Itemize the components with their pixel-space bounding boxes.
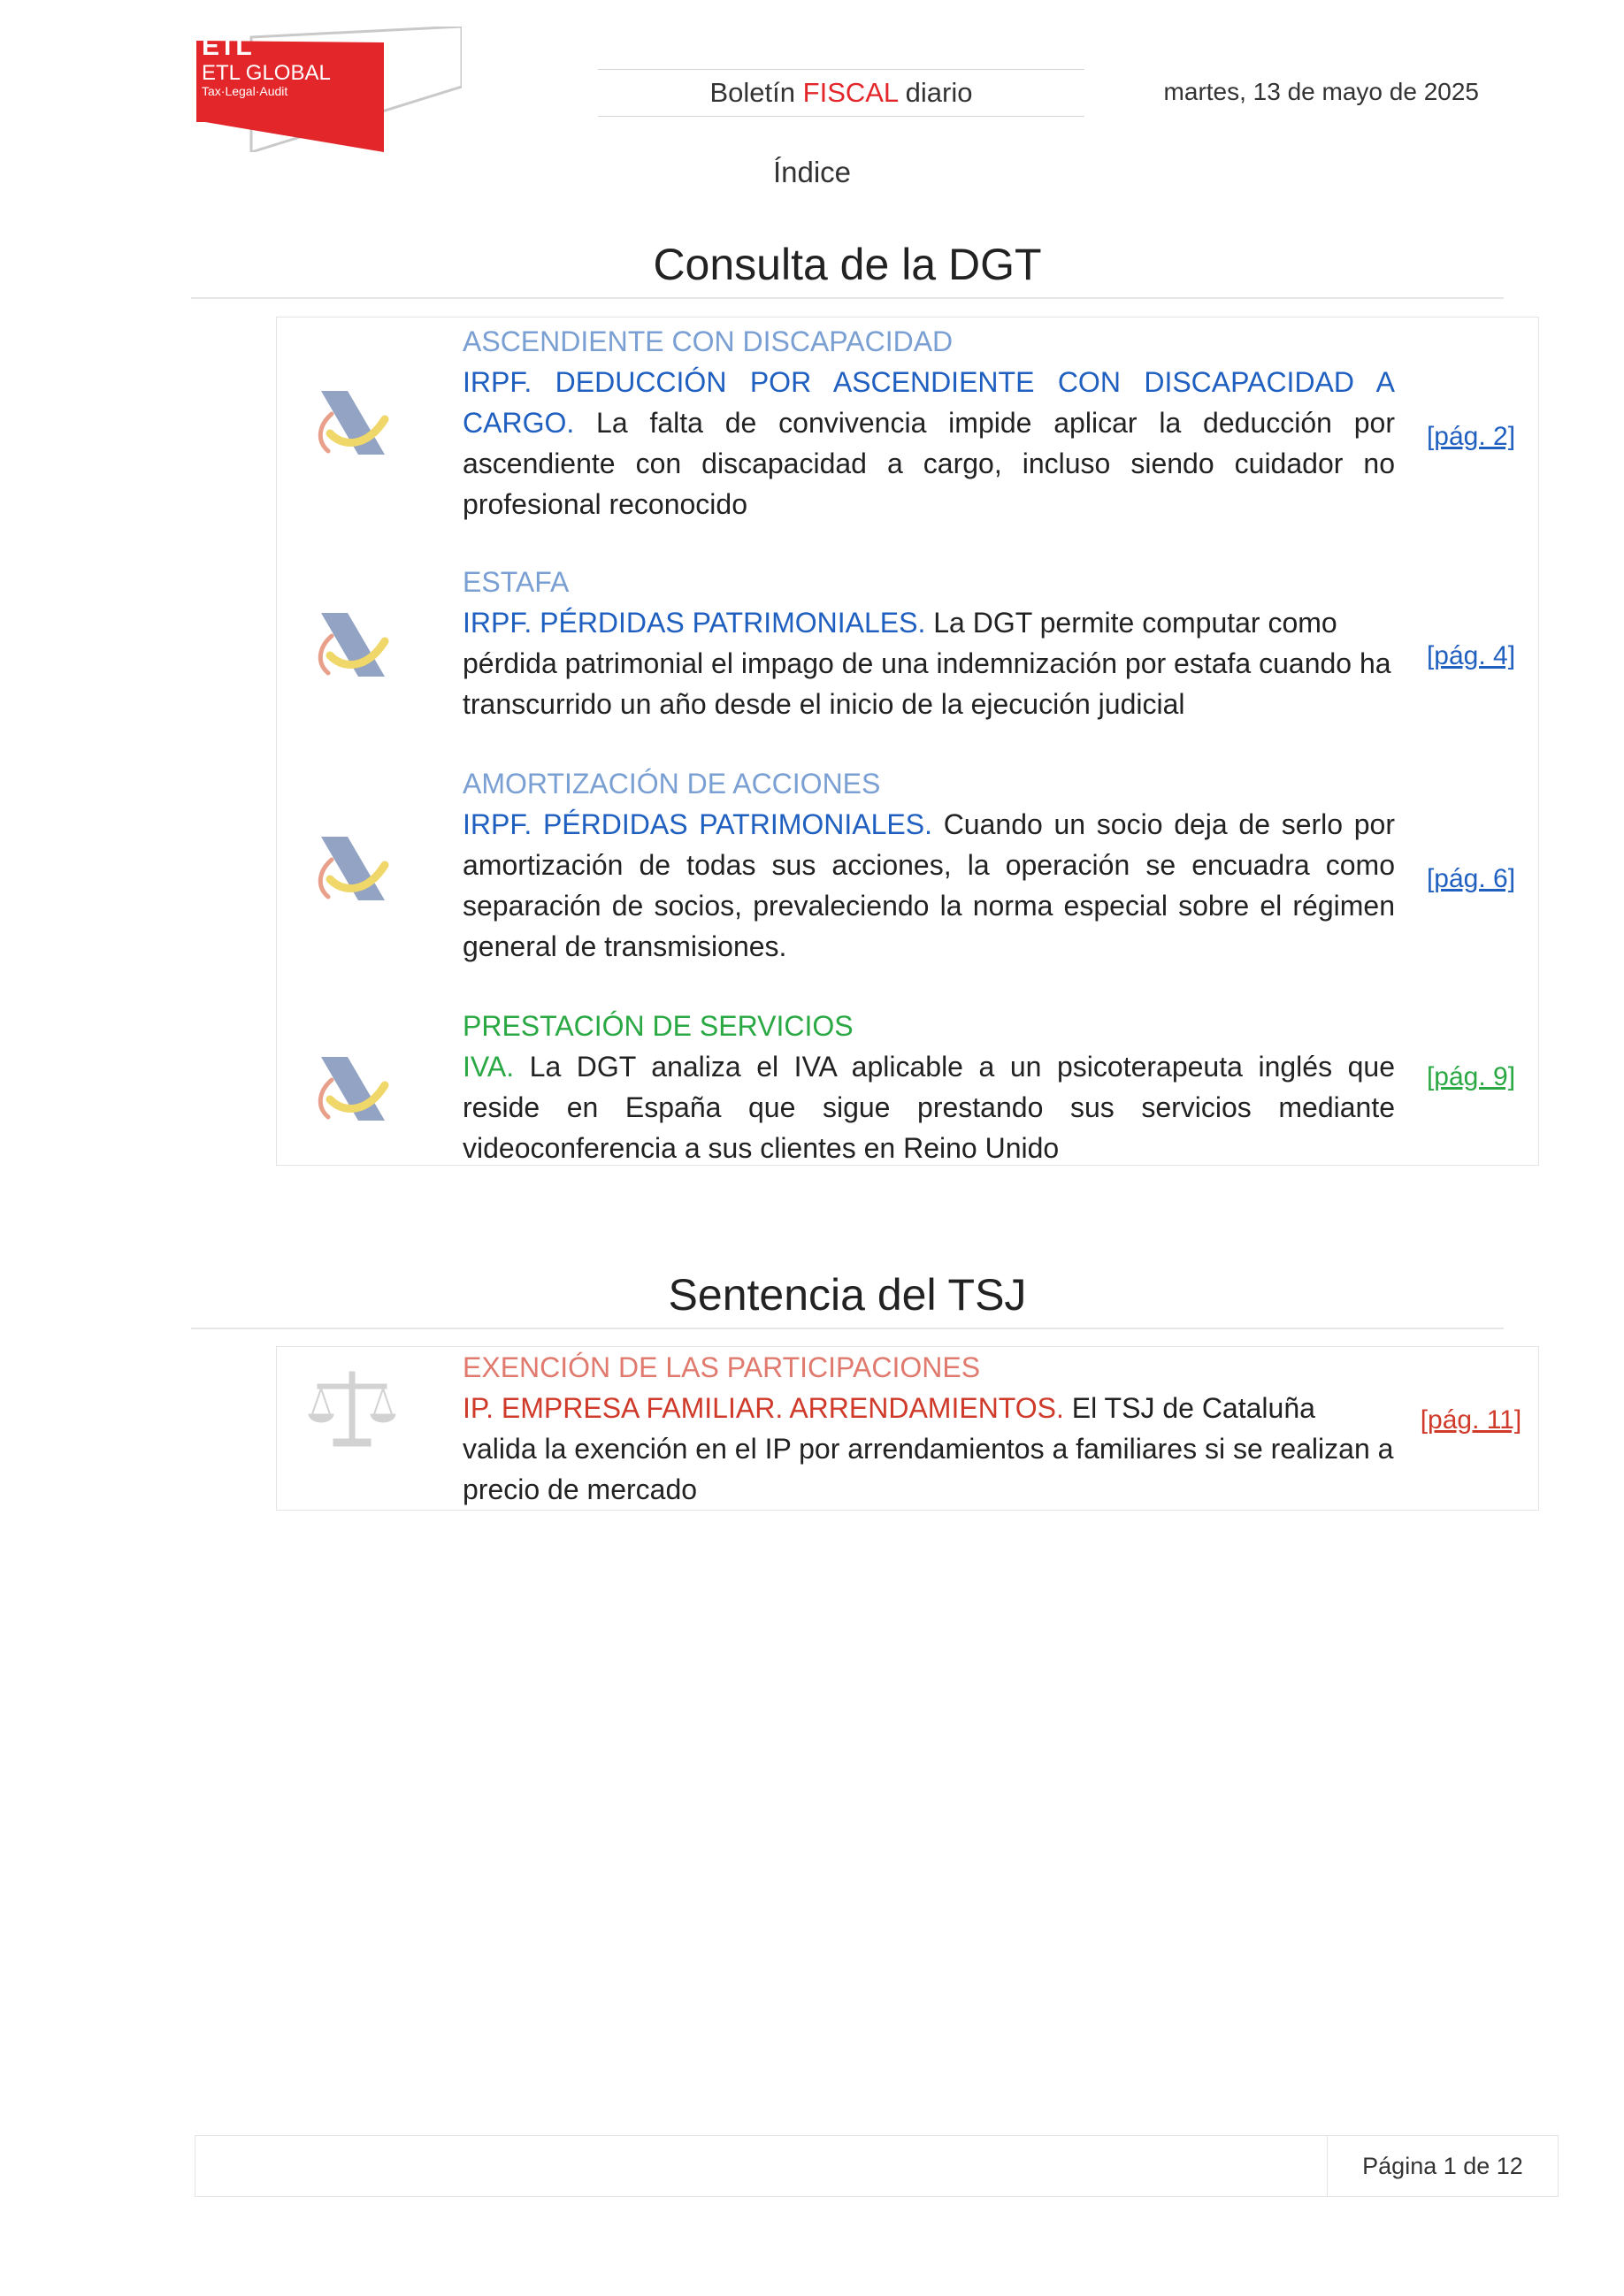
aeat-logo-icon	[303, 1041, 401, 1138]
entry-topic: AMORTIZACIÓN DE ACCIONES	[463, 768, 881, 800]
bulletin-title	[598, 69, 1084, 117]
page-number: Página 1 de 12	[1327, 2136, 1558, 2196]
entry-topic: PRESTACIÓN DE SERVICIOS	[463, 1010, 854, 1042]
scales-icon	[303, 1363, 401, 1460]
index-heading: Índice	[772, 156, 852, 188]
entry-lead: IRPF. PÉRDIDAS PATRIMONIALES.	[463, 808, 932, 840]
entry-topic: EXENCIÓN DE LAS PARTICIPACIONES	[463, 1351, 981, 1383]
page-footer	[195, 2135, 1559, 2197]
svg-text:ETL: ETL	[202, 32, 252, 61]
page-link[interactable]: [pág. 4]	[1426, 641, 1516, 670]
page-link[interactable]: [pág. 2]	[1426, 422, 1516, 451]
entry-body: La DGT analiza el IVA aplicable a un psicoterapeuta inglés que reside en España que sigue prestando sus servicios mediante videoconferencia a sus clientes en Reino Unido	[463, 1051, 1396, 1164]
entry-body: Cuando un socio deja de serlo por amortización de todas sus acciones, la operación se encuadra como separación de socios, prevaleciendo la norma especial sobre el régimen general de transmisiones.	[463, 808, 1395, 962]
tsj-entries-table	[276, 1346, 1539, 1511]
etl-global-logo	[196, 27, 462, 152]
page-link[interactable]: [pág. 9]	[1426, 1062, 1516, 1091]
brand-tagline: Tax·Legal·Audit	[202, 84, 288, 98]
section-title-tsj: Sentencia del TSJ	[191, 1269, 1504, 1329]
section-title-dgt: Consulta de la DGT	[191, 239, 1504, 299]
dgt-entries-table	[276, 317, 1539, 1166]
title-suffix: diario	[905, 77, 973, 108]
page-link[interactable]: [pág. 11]	[1420, 1405, 1522, 1435]
title-prefix: Boletín	[709, 77, 796, 108]
entry-topic: ESTAFA	[463, 566, 570, 598]
entry-lead: IRPF. PÉRDIDAS PATRIMONIALES.	[463, 607, 926, 639]
title-highlight: FISCAL	[802, 77, 899, 108]
entry-lead: IRPF. DEDUCCIÓN POR ASCENDIENTE CON DISCAPACIDAD A CARGO.	[463, 366, 1395, 439]
bulletin-date: martes, 13 de mayo de 2025	[1163, 78, 1479, 105]
aeat-logo-icon	[303, 821, 401, 918]
aeat-logo-icon	[303, 597, 401, 694]
entry-lead: IVA.	[463, 1051, 515, 1083]
page-link[interactable]: [pág. 6]	[1426, 864, 1516, 893]
entry-body: La DGT permite computar como pérdida patrimonial el impago de una indemnización por estafa cuando ha transcurrido un año desde el inicio de la ejecución judicial	[463, 607, 1391, 720]
entry-body: El TSJ de Cataluña valida la exención en el IP por arrendamientos a familiares si se realizan a precio de mercado	[463, 1392, 1394, 1505]
entry-topic: ASCENDIENTE CON DISCAPACIDAD	[463, 325, 954, 357]
aeat-logo-icon	[303, 375, 401, 472]
entry-lead: IP. EMPRESA FAMILIAR. ARRENDAMIENTOS.	[463, 1392, 1064, 1424]
brand-text: ETL GLOBAL	[202, 61, 331, 85]
entry-body: La falta de convivencia impide aplicar la deducción por ascendiente con discapacidad a cargo, incluso siendo cuidador no profesional reconocido	[463, 407, 1395, 520]
